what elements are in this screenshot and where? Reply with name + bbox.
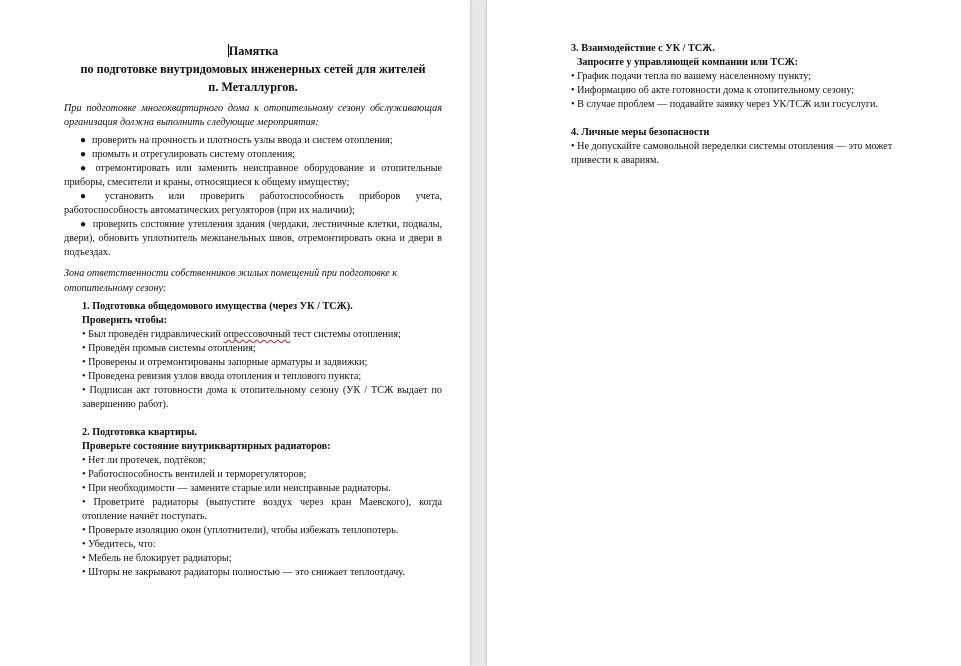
bullet-icon: ● bbox=[80, 163, 90, 174]
memo-subtitle-line1: по подготовке внутридомовых инженерных сетей для жителей bbox=[80, 62, 426, 76]
list-item: ● проверить состояние утепления здания (чердаки, лестничные клетки, подвалы, двери), обновить уплотнитель межпанельных швов, отремонтировать окна и двери в подъездах. bbox=[64, 219, 442, 258]
list-item: ● проверить на прочность и плотность узлы ввода и систем отопления; bbox=[80, 135, 393, 146]
list-item: • В случае проблем — подавайте заявку через УК/ТСЖ или госуслуги. bbox=[571, 99, 879, 110]
list-item: • Убедитесь, что: bbox=[82, 539, 156, 550]
page-2-content[interactable] bbox=[571, 42, 933, 168]
list-item: ● промыть и отрегулировать систему отопления; bbox=[80, 149, 296, 160]
list-item: ● отремонтировать или заменить неисправное оборудование и отопительные приборы, смесители и краны, относящиеся к общему имуществу; bbox=[64, 163, 442, 188]
list-item: • Не допускайте самовольной переделки системы отопления — это может привести к авариям. bbox=[571, 141, 893, 166]
memo-title-text: Памятка bbox=[228, 44, 279, 58]
section-3-subtitle: Запросите у управляющей компании или ТСЖ: bbox=[577, 57, 799, 68]
bullet-icon: ● bbox=[80, 219, 87, 230]
list-item: • График подачи тепла по вашему населенному пункту; bbox=[571, 71, 812, 82]
list-item: • Проветрите радиаторы (выпустите воздух через кран Маевского), когда отопление начнёт поступать. bbox=[82, 497, 442, 522]
memo-title bbox=[64, 42, 442, 60]
document-page-1[interactable] bbox=[0, 0, 470, 666]
list-item: • Шторы не закрывают радиаторы полностью — это снижает теплоотдачу. bbox=[82, 567, 405, 578]
list-item: • Нет ли протечек, подтёков; bbox=[82, 455, 206, 466]
list-item: • Проверены и отремонтированы запорные арматуры и задвижки; bbox=[82, 357, 368, 368]
section-1-title: 1. Подготовка общедомового имущества (через УК / ТСЖ). bbox=[82, 301, 353, 312]
list-item: • Проведена ревизия узлов ввода отопления и теплового пункта; bbox=[82, 371, 362, 382]
intro-paragraph: При подготовке многоквартирного дома к отопительному сезону обслуживающая организация должна выполнить следующие мероприятия: bbox=[64, 103, 442, 128]
list-item: • Проверьте изоляцию окон (уплотнители), чтобы избежать теплопотерь. bbox=[82, 525, 399, 536]
bullet-icon: ● bbox=[80, 149, 87, 160]
measures-list bbox=[64, 134, 442, 260]
list-item: • При необходимости — замените старые или неисправные радиаторы. bbox=[82, 483, 391, 494]
section-3-title: 3. Взаимодействие с УК / ТСЖ. bbox=[571, 43, 715, 54]
list-item: • Подписан акт готовности дома к отопительному сезону (УК / ТСЖ выдает по завершению работ). bbox=[82, 385, 442, 410]
section-2-title: 2. Подготовка квартиры. bbox=[82, 427, 198, 438]
page-1-content[interactable] bbox=[64, 42, 442, 580]
list-item: • Информацию об акте готовности дома к отопительному сезону; bbox=[571, 85, 855, 96]
list-item: • Работоспособность вентилей и терморегуляторов; bbox=[82, 469, 307, 480]
list-item: • Мебель не блокирует радиаторы; bbox=[82, 553, 232, 564]
section-1 bbox=[64, 300, 442, 412]
bullet-icon: ● bbox=[80, 135, 87, 146]
section-2 bbox=[64, 426, 442, 580]
list-item: • Был проведён гидравлический опрессовочный тест системы отопления; bbox=[82, 329, 401, 340]
section-1-subtitle: Проверить чтобы: bbox=[82, 315, 168, 326]
section-2-subtitle: Проверьте состояние внутриквартирных радиаторов: bbox=[82, 441, 331, 452]
blank-line bbox=[64, 412, 442, 426]
bullet-icon: ● bbox=[80, 191, 99, 202]
blank-line bbox=[571, 112, 933, 126]
list-item: ● установить или проверить работоспособность приборов учета, работоспособность автоматических регуляторов (при их наличии); bbox=[64, 191, 442, 216]
list-item: • Проведён промыв системы отопления; bbox=[82, 343, 256, 354]
memo-subtitle-line2: п. Металлургов. bbox=[208, 80, 298, 94]
section-4-title: 4. Личные меры безопасности bbox=[571, 127, 710, 138]
spellcheck-flagged-word[interactable]: опрессовочный bbox=[223, 329, 291, 340]
document-page-2[interactable] bbox=[487, 0, 961, 666]
responsibility-zone-text: Зона ответственности собственников жилых помещений при подготовке к отопительному сезону: bbox=[64, 268, 398, 294]
